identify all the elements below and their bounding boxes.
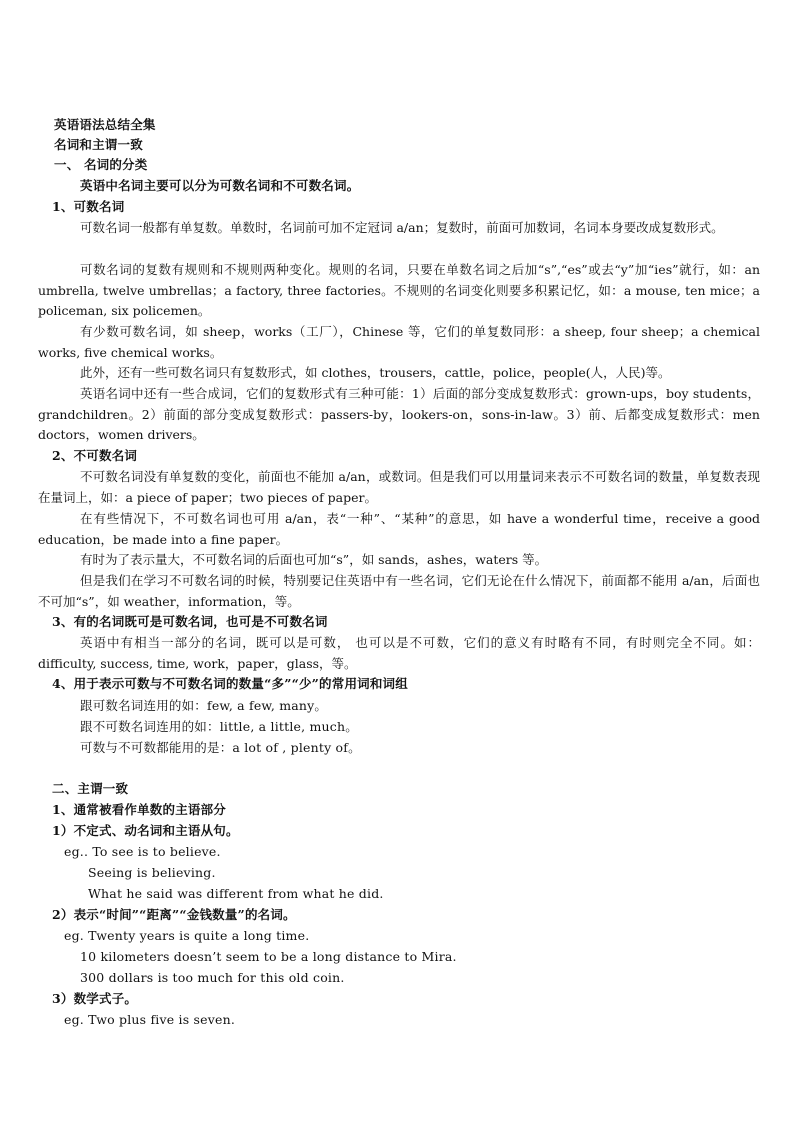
- subsection-2-heading: 2、不可数名词: [52, 448, 138, 463]
- paragraph-1: 可数名词一般都有单复数。单数时，名词前可加不定冠词 a/an；复数时，前面可加数词，名词本身要改成复数形式。: [80, 220, 724, 235]
- example-line: eg. Twenty years is quite a long time.: [64, 928, 310, 943]
- section-2-item-1a: 1）不定式、动名词和主语从句。: [52, 823, 239, 838]
- paragraph-6: 不可数名词没有单复数的变化，前面也不能加 a/an，或数词。但是我们可以用量词来表示不可数名词的数量，单复数表现在量词上，如：a piece of paper；two pieces of paper。: [38, 469, 760, 505]
- section-2-heading: 二、主谓一致: [52, 781, 129, 796]
- paragraph-3: 有少数可数名词，如 sheep，works（工厂），Chinese 等，它们的单复数同形：a sheep, four sheep；a chemical works, five chemical works。: [38, 324, 760, 360]
- example-line: 300 dollars is too much for this old coin.: [80, 970, 345, 985]
- document-title: 英语语法总结全集: [54, 117, 156, 132]
- example-line: What he said was different from what he did.: [88, 886, 384, 901]
- subsection-3-heading: 3、有的名词既可是可数名词，也可是不可数名词: [52, 614, 328, 629]
- subsection-1-heading: 1、可数名词: [52, 199, 125, 214]
- paragraph-2: 可数名词的复数有规则和不规则两种变化。规则的名词，只要在单数名词之后加“s”,“es”或去“y”加“ies”就行，如：an umbrella, twelve umbrellas；a factory, three factories。不规则的名词变化则要多积累记忆，如：a mouse, ten mice；a policeman, six policemen。: [38, 262, 760, 318]
- example-line: eg.. To see is to believe.: [64, 844, 221, 859]
- document-subtitle: 名词和主谓一致: [54, 137, 143, 152]
- section-2-item-3: 3）数学式子。: [52, 991, 138, 1006]
- section-1-heading: 一、 名词的分类: [54, 157, 148, 172]
- paragraph-8: 有时为了表示量大，不可数名词的后面也可加“s”，如 sands，ashes，waters 等。: [80, 552, 548, 567]
- quantifier-uncountable: 跟不可数名词连用的如：little, a little, much。: [80, 719, 358, 734]
- section-2-item-2: 2）表示“时间”“距离”“金钱数量”的名词。: [52, 907, 296, 922]
- paragraph-7: 在有些情况下，不可数名词也可用 a/an，表“一种”、“某种”的意思，如 have a wonderful time，receive a good education，be made into a fine paper。: [38, 511, 760, 547]
- paragraph-9: 但是我们在学习不可数名词的时候，特别要记住英语中有一些名词，它们无论在什么情况下，前面都不能用 a/an，后面也不可加“s”，如 weather，information，等。: [38, 573, 760, 609]
- section-1-intro: 英语中名词主要可以分为可数名词和不可数名词。: [80, 178, 360, 193]
- paragraph-5: 英语名词中还有一些合成词，它们的复数形式有三种可能：1）后面的部分变成复数形式：grown-ups，boy students，grandchildren。2）前面的部分变成复数形式：passers-by，lookers-on，sons-in-law。3）前、后都变成复数形式：men doctors，women drivers。: [38, 386, 760, 442]
- example-line: eg. Two plus five is seven.: [64, 1012, 236, 1027]
- paragraph-4: 此外，还有一些可数名词只有复数形式，如 clothes，trousers，cattle，police，people(人，人民)等。: [80, 365, 671, 380]
- paragraph-10: 英语中有相当一部分的名词，既可以是可数， 也可以是不可数，它们的意义有时略有不同，有时则完全不同。如：difficulty, success, time, work，paper，glass，等。: [38, 635, 760, 671]
- example-line: 10 kilometers doesn’t seem to be a long distance to Mira.: [80, 949, 457, 964]
- subsection-4-heading: 4、用于表示可数与不可数名词的数量“多”“少”的常用词和词组: [52, 676, 408, 691]
- quantifier-countable: 跟可数名词连用的如：few, a few, many。: [80, 698, 328, 713]
- example-line: Seeing is believing.: [88, 865, 216, 880]
- quantifier-both: 可数与不可数都能用的是：a lot of , plenty of。: [80, 740, 361, 755]
- section-2-item-1: 1、通常被看作单数的主语部分: [52, 802, 226, 817]
